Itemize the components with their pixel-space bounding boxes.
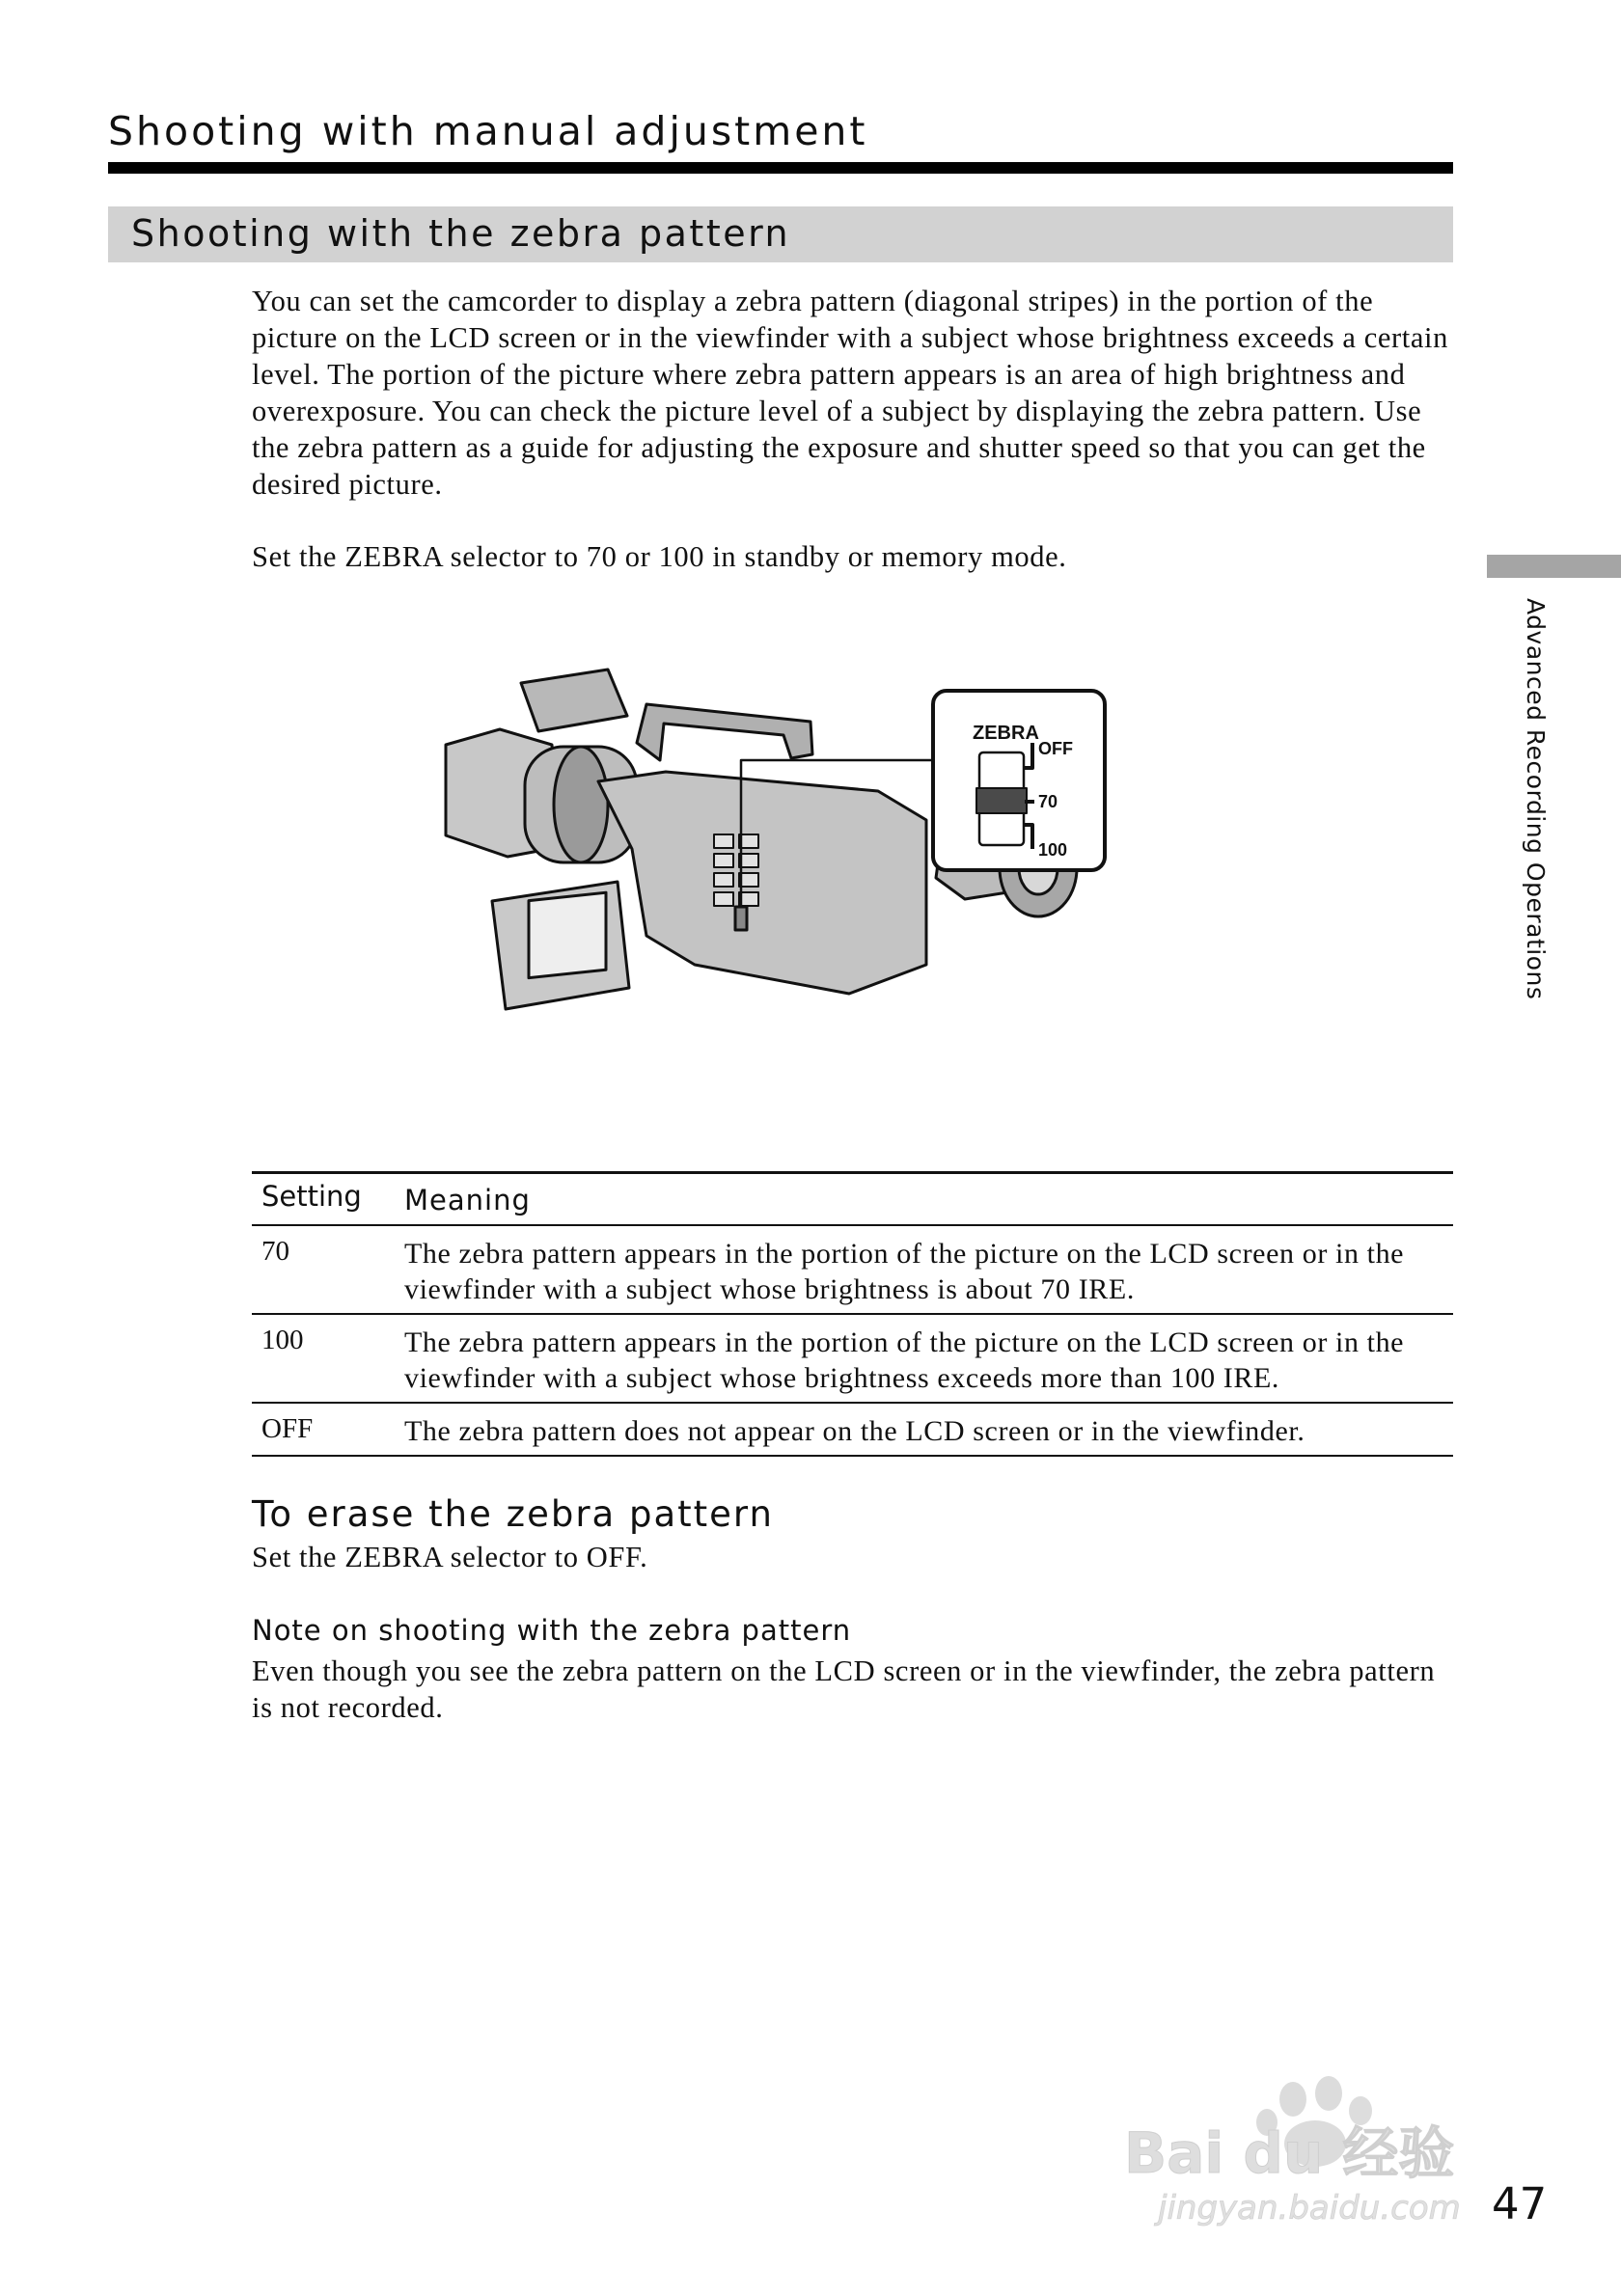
header-rule [108, 162, 1453, 174]
zebra-position-100: 100 [1038, 840, 1068, 860]
section-band [108, 206, 1453, 262]
note-text: Even though you see the zebra pattern on the LCD screen or in the viewfinder, the zebra pattern is not recorded. [252, 1654, 1436, 1724]
row-setting: OFF [261, 1413, 314, 1444]
row-meaning: The zebra pattern does not appear on the LCD screen or in the viewfinder. [404, 1415, 1305, 1447]
page-number: 47 [1492, 2178, 1548, 2229]
zebra-selector-label: ZEBRA [973, 723, 1039, 744]
focus-ring [554, 747, 608, 862]
row-setting: 100 [261, 1325, 304, 1355]
table-row [252, 1226, 1453, 1315]
zebra-position-off: OFF [1038, 739, 1073, 758]
viewfinder-tube [521, 670, 627, 731]
table-header-row [252, 1171, 1453, 1226]
table-row [252, 1404, 1453, 1457]
page-header: Shooting with manual adjustment [108, 108, 868, 154]
zebra-switch-slider [976, 788, 1027, 813]
camcorder-illustration [425, 646, 1389, 1100]
erase-heading: To erase the zebra pattern [252, 1493, 774, 1535]
header-setting: Setting [261, 1180, 362, 1213]
zebra-switch-location [735, 907, 747, 930]
lcd-screen [529, 892, 606, 977]
zebra-position-70: 70 [1038, 792, 1058, 811]
header-meaning: Meaning [404, 1184, 531, 1216]
baidu-watermark [1114, 2064, 1529, 2228]
erase-text: Set the ZEBRA selector to OFF. [252, 1541, 648, 1573]
table-row [252, 1315, 1453, 1404]
camcorder-body [598, 772, 926, 994]
settings-table [252, 1171, 1453, 1457]
row-setting: 70 [261, 1236, 289, 1267]
watermark-url: jingyan.baidu.com [1158, 2189, 1461, 2228]
row-meaning: The zebra pattern appears in the portion of the picture on the LCD screen or in the viewfinder with a subject whose brightness is about 70 IRE. [404, 1238, 1405, 1305]
instruction-text: Set the ZEBRA selector to 70 or 100 in standby or memory mode. [252, 540, 1067, 573]
note-heading: Note on shooting with the zebra pattern [252, 1614, 852, 1647]
row-meaning: The zebra pattern appears in the portion of the picture on the LCD screen or in the viewfinder with a subject whose brightness exceeds more than 100 IRE. [404, 1326, 1405, 1394]
watermark-brand: Bai du 经验 [1124, 2120, 1455, 2186]
intro-paragraph: You can set the camcorder to display a zebra pattern (diagonal stripes) in the portion of the picture on the LCD screen or in the viewfinder with a subject whose brightness exceeds a certain level. The portion of the picture where zebra pattern appears is an area of high brightness and overexposure. You can check the picture level of a subject by displaying the zebra pattern. Use the zebra pattern as a guide for adjusting the exposure and shutter speed so that you can get the desired picture. [252, 285, 1448, 501]
side-tab-marker [1487, 555, 1621, 578]
side-tab-label: Advanced Recording Operations [1522, 598, 1550, 1000]
carry-handle [637, 704, 812, 760]
section-title: Shooting with the zebra pattern [131, 212, 791, 255]
